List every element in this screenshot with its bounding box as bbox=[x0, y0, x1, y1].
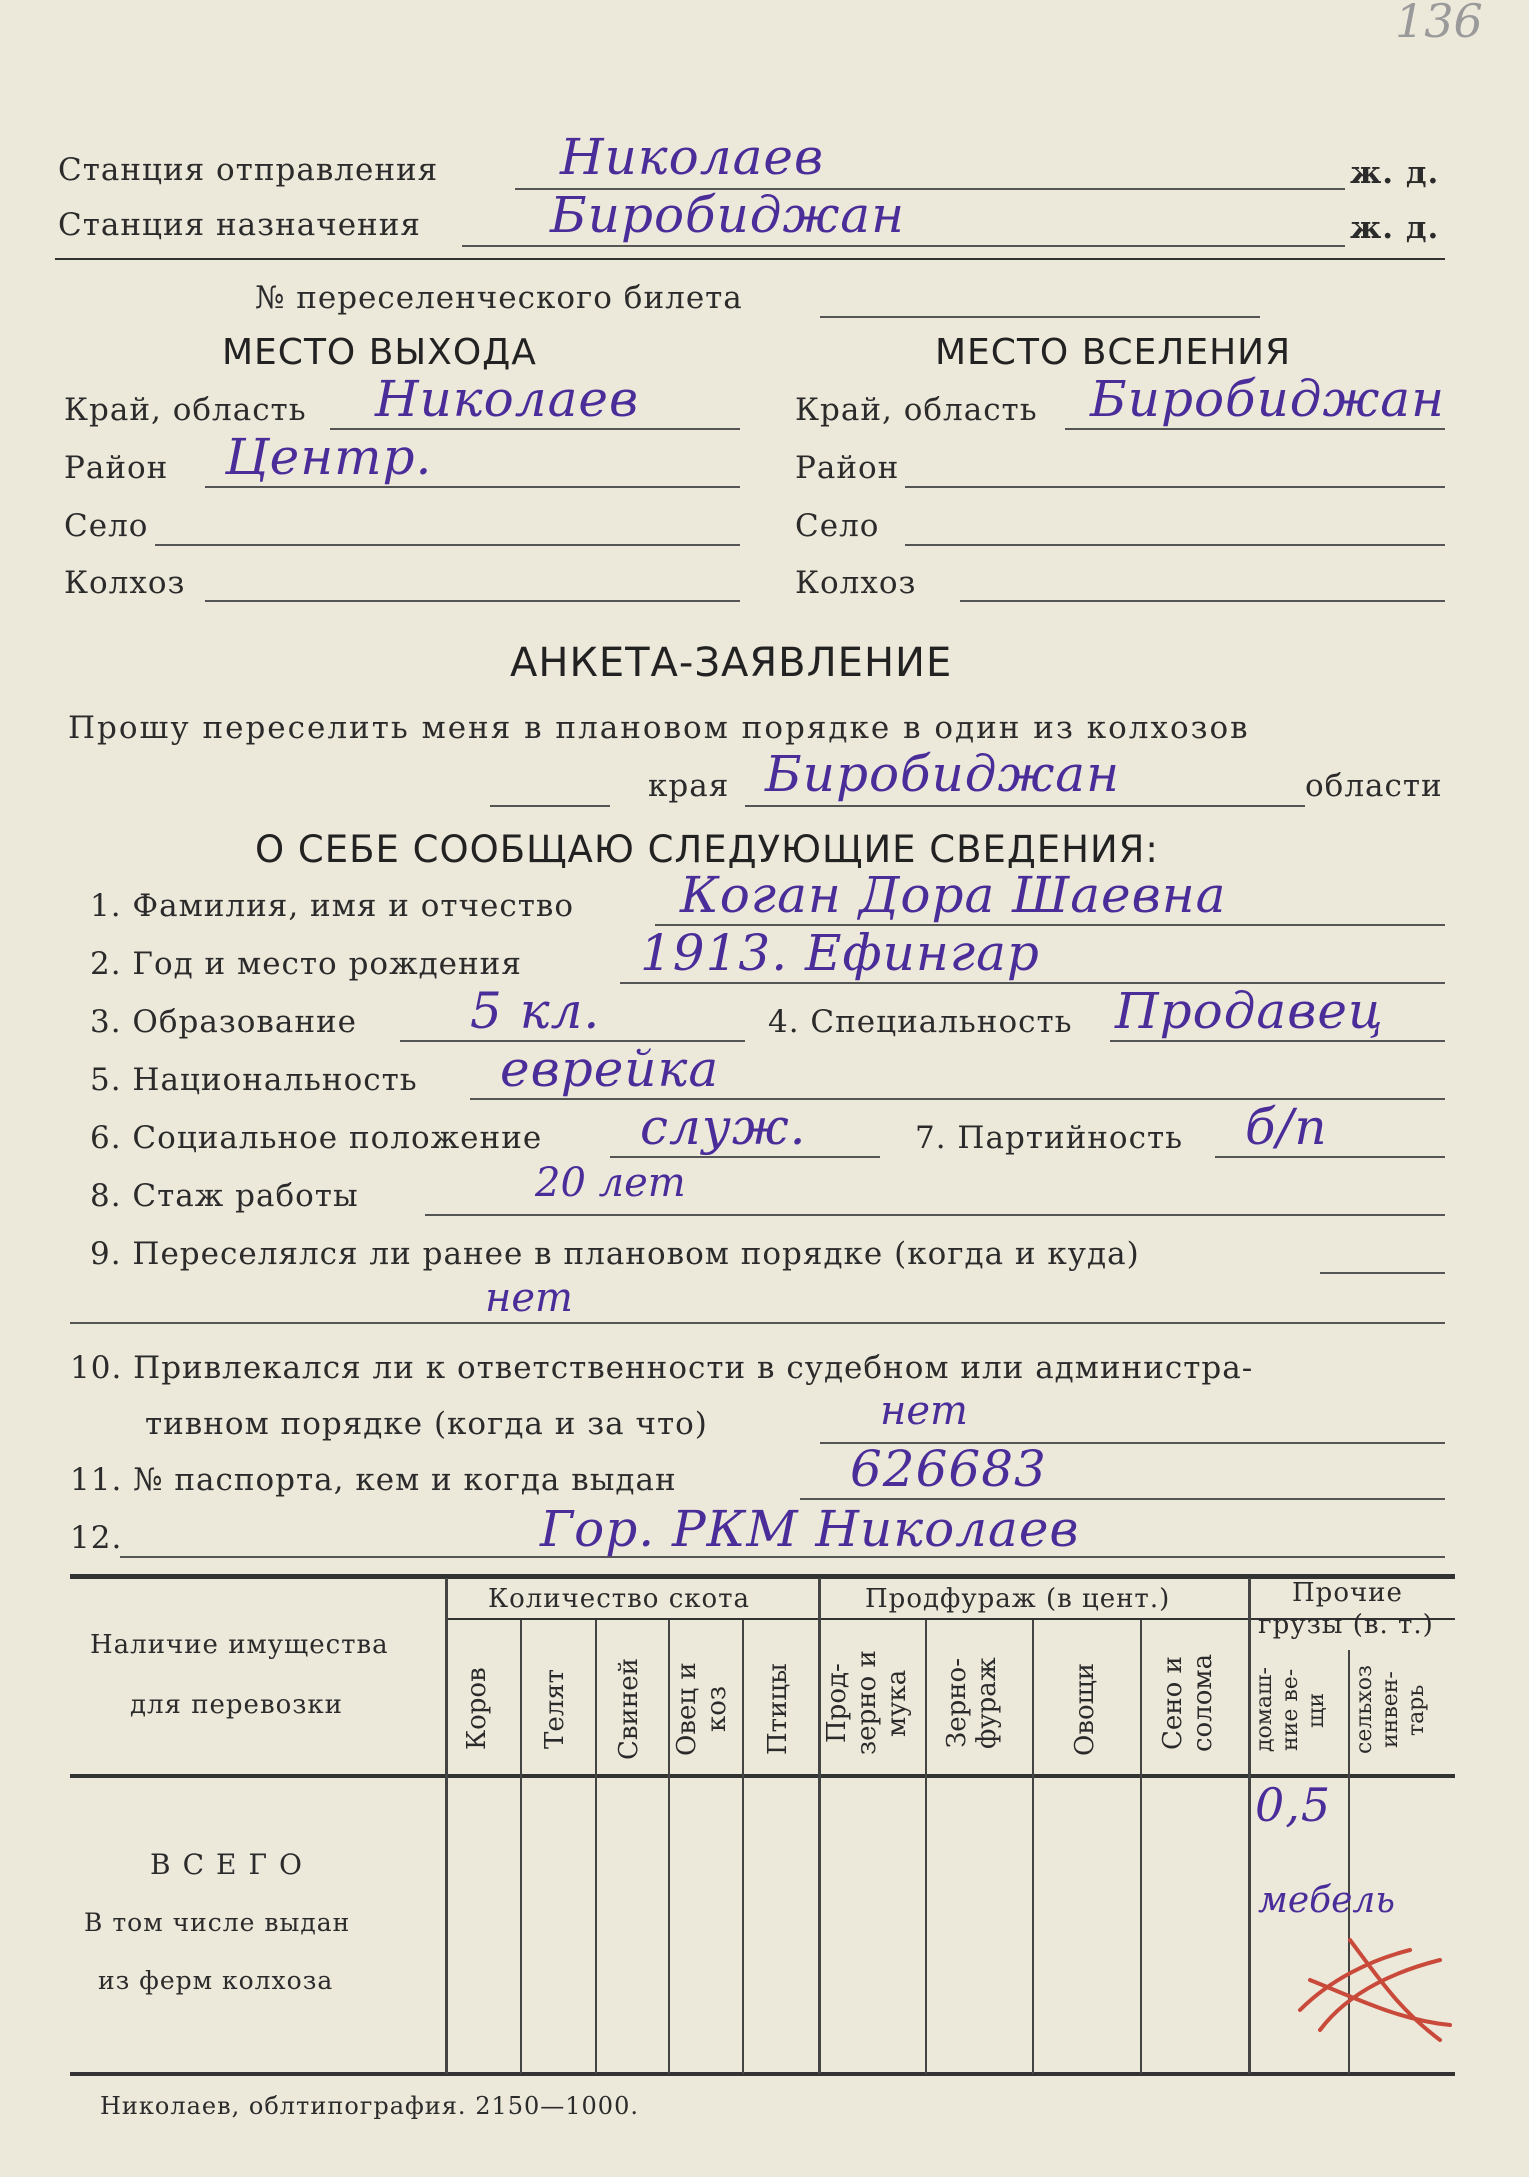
col-divider-8 bbox=[1140, 1620, 1142, 2074]
col-sheep-goats: Овец и коз bbox=[672, 1662, 732, 1756]
row-header-1: Наличие имущества bbox=[90, 1630, 389, 1660]
destination-village-label: Село bbox=[795, 508, 880, 544]
col-divider-6 bbox=[925, 1620, 927, 2074]
field-8-value: 20 лет bbox=[535, 1160, 686, 1206]
destination-line bbox=[462, 245, 1345, 247]
field-2-label: 2. Год и место рождения bbox=[90, 946, 522, 982]
departure-value: Николаев bbox=[560, 128, 825, 186]
field-7-line bbox=[1215, 1156, 1445, 1158]
origin-village-label: Село bbox=[64, 508, 149, 544]
field-1-value: Коган Дора Шаевна bbox=[680, 866, 1227, 924]
destination-village-line bbox=[905, 544, 1445, 546]
form-title: АНКЕТА-ЗАЯВЛЕНИЕ bbox=[510, 640, 953, 686]
destination-district-line bbox=[905, 486, 1445, 488]
col-grain-fodder: Зерно-фураж bbox=[942, 1657, 1002, 1749]
origin-district-line bbox=[205, 486, 740, 488]
request-blank-line bbox=[490, 805, 610, 807]
col-farm-equipment: сельхоз инвен-тарь bbox=[1352, 1665, 1429, 1755]
printer-line: Николаев, облтипография. 2150—1000. bbox=[100, 2092, 639, 2120]
kray-value: Биробиджан bbox=[765, 745, 1121, 803]
field-10-value: нет bbox=[880, 1388, 968, 1434]
destination-kolkhoz-line bbox=[960, 600, 1445, 602]
destination-value: Биробиджан bbox=[550, 186, 906, 244]
section-heading: О СЕБЕ СООБЩАЮ СЛЕДУЮЩИЕ СВЕДЕНИЯ: bbox=[255, 828, 1159, 871]
col-calves: Телят bbox=[540, 1668, 570, 1750]
field-3-value: 5 кл. bbox=[470, 982, 601, 1040]
origin-district-value: Центр. bbox=[225, 428, 433, 486]
origin-kolkhoz-line bbox=[205, 600, 740, 602]
field-10-label-1: 10. Привлекался ли к ответственности в судебном или администра- bbox=[70, 1350, 1254, 1386]
destination-kolkhoz-label: Колхоз bbox=[795, 565, 917, 601]
field-6-value: служ. bbox=[640, 1098, 807, 1156]
total-label: ВСЕГО bbox=[150, 1848, 314, 1881]
field-4-value: Продавец bbox=[1115, 982, 1384, 1040]
field-11-label: 11. № паспорта, кем и когда выдан bbox=[70, 1462, 677, 1498]
origin-region-value: Николаев bbox=[375, 370, 640, 428]
ticket-label: № переселенческого билета bbox=[255, 280, 743, 316]
field-6-line bbox=[610, 1156, 880, 1158]
oblast-label: области bbox=[1305, 768, 1443, 804]
field-12-label: 12. bbox=[70, 1520, 123, 1556]
field-1-label: 1. Фамилия, имя и отчество bbox=[90, 888, 575, 924]
departure-rail-suffix: ж. д. bbox=[1350, 155, 1440, 191]
departure-label: Станция отправления bbox=[58, 152, 439, 188]
field-9-line-b bbox=[70, 1322, 1445, 1324]
issued-label-2: из ферм колхоза bbox=[98, 1966, 334, 1995]
col-cows: Коров bbox=[462, 1667, 492, 1751]
group-other-1: Прочие bbox=[1292, 1578, 1403, 1608]
group-livestock: Количество скота bbox=[488, 1584, 751, 1614]
col-poultry: Птицы bbox=[763, 1663, 793, 1755]
page-number: 136 bbox=[1395, 0, 1483, 48]
field-7-value: б/п bbox=[1245, 1098, 1328, 1156]
field-9-value: нет bbox=[485, 1275, 573, 1321]
origin-region-label: Край, область bbox=[64, 392, 307, 428]
col-divider-1 bbox=[520, 1620, 522, 2074]
field-5-value: еврейка bbox=[500, 1040, 720, 1098]
field-11-value: 626683 bbox=[850, 1440, 1047, 1498]
group-other-2: грузы (в. т.) bbox=[1258, 1610, 1434, 1640]
field-12-value: Гор. РКМ Николаев bbox=[540, 1500, 1080, 1558]
origin-district-label: Район bbox=[64, 450, 169, 486]
field-9-line-a bbox=[1320, 1272, 1445, 1274]
col-pigs: Свиней bbox=[614, 1658, 644, 1760]
col-divider-5 bbox=[818, 1578, 821, 2074]
destination-heading: МЕСТО ВСЕЛЕНИЯ bbox=[935, 332, 1292, 373]
field-3-label: 3. Образование bbox=[90, 1004, 358, 1040]
household-note: мебель bbox=[1258, 1880, 1395, 1921]
household-value: 0,5 bbox=[1255, 1778, 1332, 1832]
destination-label: Станция назначения bbox=[58, 207, 421, 243]
col-divider-2 bbox=[595, 1620, 597, 2074]
field-8-label: 8. Стаж работы bbox=[90, 1178, 359, 1214]
col-vegetables: Овощи bbox=[1070, 1662, 1100, 1756]
request-line-1: Прошу переселить меня в плановом порядке в один из колхозов bbox=[68, 710, 1250, 746]
issued-label-1: В том числе выдан bbox=[84, 1908, 351, 1937]
destination-region-value: Биробиджан bbox=[1090, 370, 1446, 428]
kray-line bbox=[745, 805, 1305, 807]
col-divider-9 bbox=[1248, 1578, 1251, 2074]
col-grain-flour: Прод-зерно и мука bbox=[822, 1650, 912, 1756]
destination-region-label: Край, область bbox=[795, 392, 1038, 428]
group-fodder: Продфураж (в цент.) bbox=[865, 1584, 1171, 1614]
field-4-line bbox=[1110, 1040, 1445, 1042]
field-10-label-2: тивном порядке (когда и за что) bbox=[145, 1406, 708, 1442]
origin-heading: МЕСТО ВЫХОДА bbox=[222, 332, 537, 373]
field-2-value: 1913. Ефингар bbox=[640, 924, 1040, 982]
field-4-label: 4. Специальность bbox=[768, 1004, 1073, 1040]
row-header-2: для перевозки bbox=[130, 1690, 343, 1720]
origin-kolkhoz-label: Колхоз bbox=[64, 565, 186, 601]
origin-village-line bbox=[155, 544, 740, 546]
field-8-line bbox=[425, 1214, 1445, 1216]
field-6-label: 6. Социальное положение bbox=[90, 1120, 543, 1156]
ticket-line bbox=[820, 316, 1260, 318]
destination-region-line bbox=[1065, 428, 1445, 430]
kray-label: края bbox=[648, 768, 730, 804]
col-divider-4 bbox=[742, 1620, 744, 2074]
col-divider-7 bbox=[1032, 1620, 1034, 2074]
field-7-label: 7. Партийность bbox=[915, 1120, 1183, 1156]
red-check-mark bbox=[1290, 1920, 1460, 2060]
col-divider-3 bbox=[668, 1620, 670, 2074]
field-5-label: 5. Национальность bbox=[90, 1062, 418, 1098]
field-9-label: 9. Переселялся ли ранее в плановом порядке (когда и куда) bbox=[90, 1236, 1140, 1272]
destination-rail-suffix: ж. д. bbox=[1350, 210, 1440, 246]
route-divider bbox=[55, 258, 1445, 260]
col-hay-straw: Сено и солома bbox=[1158, 1653, 1218, 1753]
col-household: домаш-ние ве-щи bbox=[1252, 1667, 1329, 1753]
destination-district-label: Район bbox=[795, 450, 900, 486]
col-divider-main bbox=[445, 1578, 448, 2074]
